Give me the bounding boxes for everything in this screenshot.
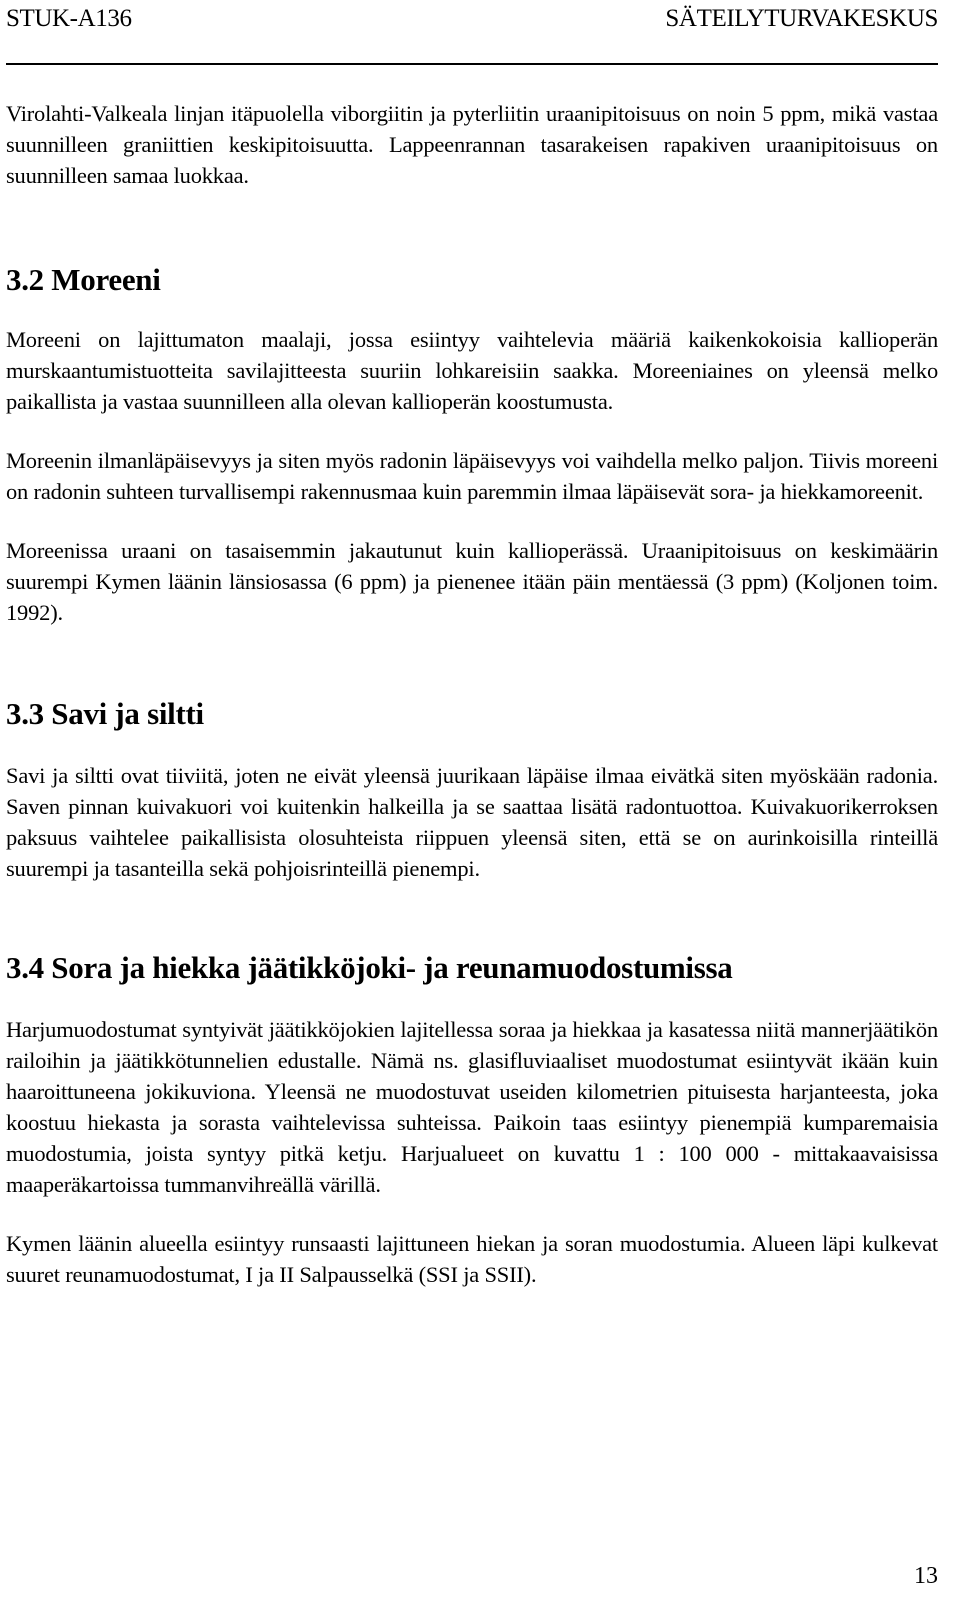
header-divider	[6, 63, 938, 65]
page-number: 13	[914, 1563, 938, 1589]
section-heading-savi-ja-siltti: 3.3 Savi ja siltti	[6, 696, 204, 731]
paragraph: Harjumuodostumat syntyivät jäätikköjokien lajitellessa soraa ja hiekkaa ja kasatessa niitä mannerjäätikön railoihin ja jäätikkötunnelien edustalle. Nämä ns. glasifluviaaliset muodostumat esiintyvät ikään kuin haaroittuneena jokikuviona. Yleensä ne muodostuvat useiden kilometrien pituisesta harjanteesta, joka koostuu hiekasta ja sorasta vaihtelevissa suhteissa. Paikoin taas esiintyy pienempiä kumparemaisia muodostumia, joista syntyy pitkä ketju. Harjualueet on kuvattu 1 : 100 000 - mittakaavaisissa maaperäkartoissa tummanvihreällä värillä.	[6, 1017, 938, 1197]
header-organization: SÄTEILYTURVAKESKUS	[665, 5, 938, 32]
header-report-id: STUK-A136	[6, 5, 132, 32]
paragraph: Moreenin ilmanläpäisevyys ja siten myös radonin läpäisevyys voi vaihdella melko paljon. Tiivis moreeni on radonin suhteen turvallisempi rakennusmaa kuin paremmin ilmaa läpäisevät sora- ja hiekkamoreenit.	[6, 448, 938, 504]
page-header	[6, 5, 938, 33]
paragraph: Kymen läänin alueella esiintyy runsaasti lajittuneen hiekan ja soran muodostumia. Alueen läpi kulkevat suuret reunamuodostumat, I ja II Salpausselkä (SSI ja SSII).	[6, 1231, 938, 1287]
section-heading-moreeni: 3.2 Moreeni	[6, 262, 161, 297]
page-body	[6, 90, 938, 1290]
paragraph: Savi ja siltti ovat tiiviitä, joten ne eivät yleensä juurikaan läpäise ilmaa eivätkä siten myöskään radonia. Saven pinnan kuivakuori voi kuitenkin halkeilla ja se saattaa lisätä radontuottoa. Kuivakuorikerroksen paksuus vaihtelee paikallisista olosuhteista riippuen yleensä siten, että se on aurinkoisilla rinteillä suurempi ja tasanteilla sekä pohjoisrinteillä pienempi.	[6, 763, 938, 881]
paragraph: Moreenissa uraani on tasaisemmin jakautunut kuin kallioperässä. Uraanipitoisuus on keskimäärin suurempi Kymen läänin länsiosassa (6 ppm) ja pienenee itään päin mentäessä (3 ppm) (Koljonen toim. 1992).	[6, 538, 938, 625]
intro-paragraph: Virolahti-Valkeala linjan itäpuolella viborgiitin ja pyterliitin uraanipitoisuus on noin 5 ppm, mikä vastaa suunnilleen graniittien keskipitoisuutta. Lappeenrannan tasarakeisen rapakiven uraanipitoisuus on suunnilleen samaa luokkaa.	[6, 101, 938, 188]
section-heading-sora-ja-hiekka: 3.4 Sora ja hiekka jäätikköjoki- ja reunamuodostumissa	[6, 950, 733, 985]
paragraph: Moreeni on lajittumaton maalaji, jossa esiintyy vaihtelevia määriä kaikenkokoisia kallioperän murskaantumistuotteita savilajitteesta suuriin lohkareisiin saakka. Moreeniaines on yleensä melko paikallista ja vastaa suunnilleen alla olevan kallioperän koostumusta.	[6, 327, 938, 414]
